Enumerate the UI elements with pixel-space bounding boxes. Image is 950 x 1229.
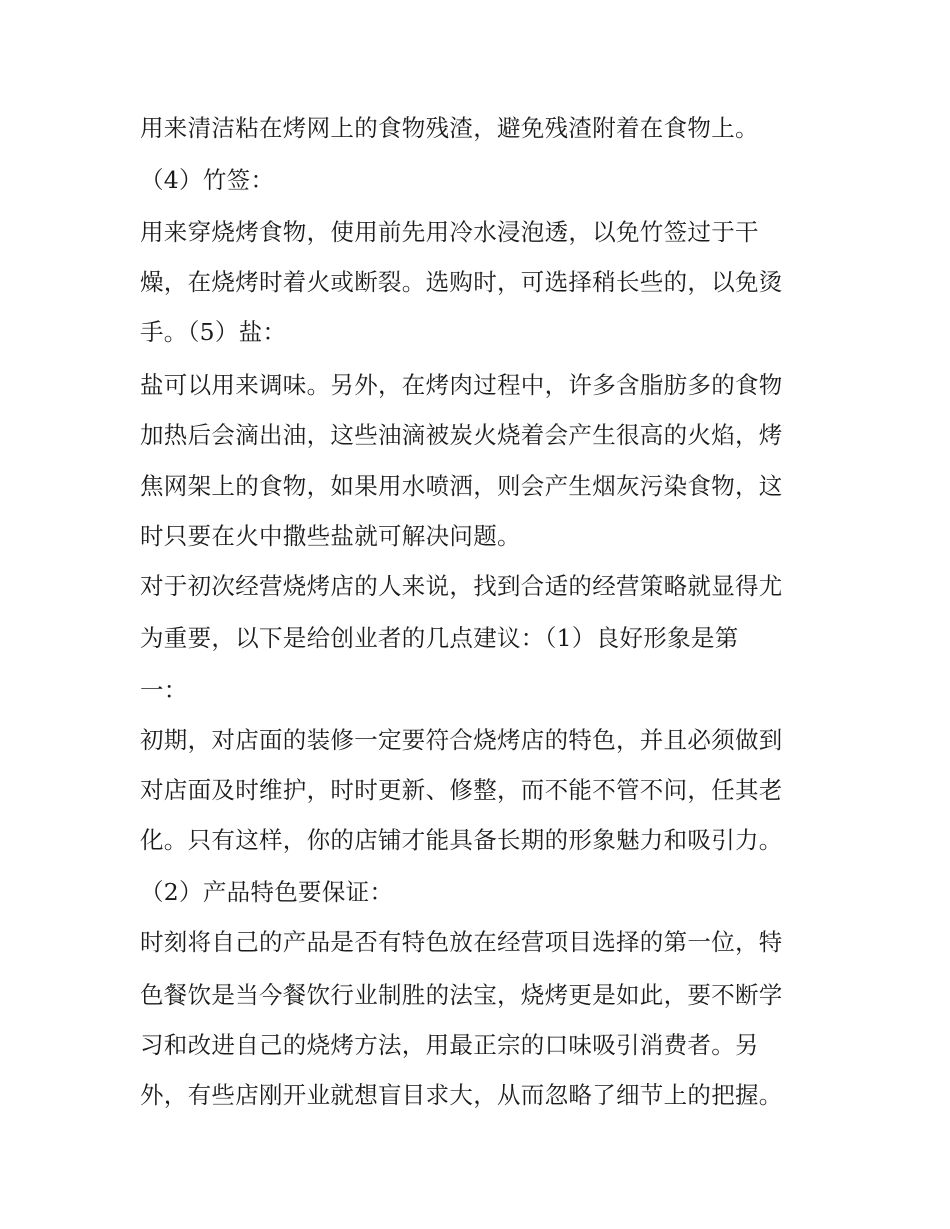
text-line: 时只要在火中撒些盐就可解决问题。 (140, 522, 521, 550)
text-line: 外，有些店刚开业就想盲目求大，从而忽略了细节上的把握。 (140, 1081, 783, 1109)
text-line: 习和改进自己的烧烤方法，用最正宗的口味吸引消费者。另 (140, 1031, 759, 1059)
text-line: （4）竹签： (140, 166, 275, 194)
text-line: 用来穿烧烤食物，使用前先用冷水浸泡透，以免竹签过于干 (140, 218, 759, 246)
text-line: 焦网架上的食物，如果用水喷洒，则会产生烟灰污染食物，这 (140, 472, 783, 500)
text-line: （2）产品特色要保证： (140, 878, 394, 906)
text-line: 对于初次经营烧烤店的人来说，找到合适的经营策略就显得尤 (140, 572, 783, 600)
text-line: 用来清洁粘在烤网上的食物残渣，避免残渣附着在食物上。 (140, 114, 759, 142)
text-line: 为重要，以下是给创业者的几点建议：（1）良好形象是第 (140, 624, 739, 652)
text-line: 燥，在烧烤时着火或断裂。选购时，可选择稍长些的，以免烫 (140, 268, 783, 296)
text-line: 初期，对店面的装修一定要符合烧烤店的特色，并且必须做到 (140, 726, 783, 754)
text-line: 色餐饮是当今餐饮行业制胜的法宝，烧烤更是如此，要不断学 (140, 981, 783, 1009)
text-line: 盐可以用来调味。另外，在烤肉过程中，许多含脂肪多的食物 (140, 371, 783, 399)
text-line: 手。（5）盐： (140, 318, 287, 346)
text-line: 化。只有这样，你的店铺才能具备长期的形象魅力和吸引力。 (140, 826, 783, 854)
text-line: 对店面及时维护，时时更新、修整，而不能不管不问，任其老 (140, 776, 783, 804)
text-line: 时刻将自己的产品是否有特色放在经营项目选择的第一位，特 (140, 928, 783, 956)
text-line: 一： (140, 676, 188, 704)
text-line: 加热后会滴出油，这些油滴被炭火烧着会产生很高的火焰，烤 (140, 421, 783, 449)
